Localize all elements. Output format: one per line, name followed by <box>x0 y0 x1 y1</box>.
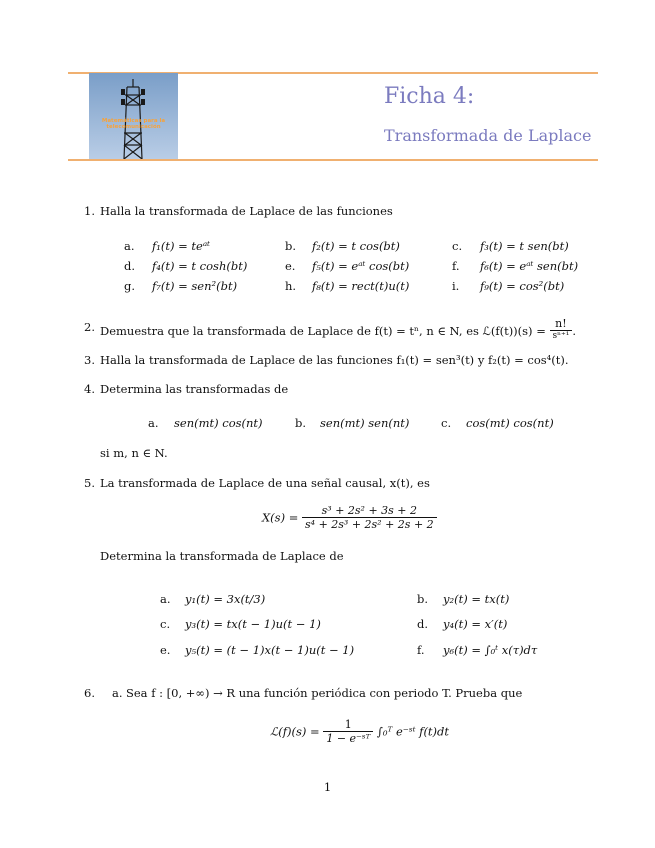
ex6-fraction <box>323 718 373 745</box>
ex1-item-formula: f₈(t) = rect(t)u(t) <box>312 279 410 293</box>
logo-label: Matemáticas para la telecomunicación <box>101 118 166 131</box>
ex6-text: Sea f : [0, +∞) → R una función periódica con periodo T. Prueba que <box>126 686 523 700</box>
ex1-item-formula: f₃(t) = t sen(bt) <box>480 239 569 253</box>
ex1-item-label: d. <box>124 259 136 273</box>
ex5-item-formula: y₁(t) = 3x(t/3) <box>185 592 266 606</box>
ex5-stem: La transformada de Laplace de una señal causal, x(t), es <box>100 476 430 490</box>
ex5-frac-den: s⁴ + 2s³ + 2s² + 2s + 2 <box>305 518 434 531</box>
ex4-number: 4. <box>84 382 95 396</box>
ex5-item-label: b. <box>417 592 429 606</box>
ex2-text <box>100 317 577 344</box>
ex5-stem2: Determina la transformada de Laplace de <box>100 549 344 563</box>
page-number: 1 <box>323 780 332 794</box>
ex1-item-label: c. <box>452 239 463 253</box>
ex1-item-formula: f₂(t) = t cos(bt) <box>312 239 400 253</box>
ex4-stem: Determina las transformadas de <box>100 382 289 396</box>
sheet-title: Ficha 4: <box>384 84 475 109</box>
ex5-item-formula: y₃(t) = tx(t − 1)u(t − 1) <box>185 617 321 631</box>
ex1-item-label: i. <box>452 279 460 293</box>
ex1-item-formula: f₉(t) = cos²(bt) <box>480 279 565 293</box>
ex2-number: 2. <box>84 320 95 334</box>
ex1-item-label: a. <box>124 239 135 253</box>
ex6-lhs: ℒ(f)(s) = <box>270 724 320 739</box>
ex1-stem: Halla la transformada de Laplace de las funciones <box>100 204 393 218</box>
ex1-item-label: h. <box>285 279 297 293</box>
ex4-item-c: cos(mt) cos(nt) <box>466 416 554 430</box>
ex4-tail: si m, n ∈ N. <box>100 446 168 460</box>
ex6-frac-den: 1 − e⁻ˢᵀ <box>326 732 371 745</box>
ex5-item-label: f. <box>417 643 425 657</box>
sheet-subtitle: Transformada de Laplace <box>384 126 592 145</box>
ex4-item-a: sen(mt) cos(nt) <box>174 416 263 430</box>
ex6-rhs: ∫₀ᵀ e⁻ˢᵗ f(t)dt <box>376 724 450 739</box>
ex5-item-formula: y₆(t) = ∫₀ᵗ x(τ)dτ <box>443 643 538 657</box>
ex4-item-b: sen(mt) sen(nt) <box>320 416 410 430</box>
ex5-equation <box>262 504 437 531</box>
ex2-period: . <box>572 324 577 338</box>
ex4-item-c-label: c. <box>441 416 452 430</box>
ex3-number: 3. <box>84 353 95 367</box>
ex5-item-label: a. <box>160 592 171 606</box>
ex5-item-formula: y₅(t) = (t − 1)x(t − 1)u(t − 1) <box>185 643 355 657</box>
ex1-item-label: b. <box>285 239 297 253</box>
ex6-sub-label: a. <box>112 686 123 700</box>
ex1-item-formula: f₅(t) = eᵃᵗ cos(bt) <box>312 259 410 273</box>
ex1-item-formula: f₇(t) = sen²(bt) <box>152 279 238 293</box>
ex5-lhs: X(s) = <box>262 510 299 525</box>
ex5-frac-num: s³ + 2s² + 3s + 2 <box>302 504 437 518</box>
header-bottom-rule <box>68 159 598 161</box>
ex1-item-formula: f₆(t) = eᵃᵗ sen(bt) <box>480 259 579 273</box>
ex2-frac-num: n! <box>550 317 573 331</box>
ex1-item-formula: f₄(t) = t cosh(bt) <box>152 259 248 273</box>
ex6-equation <box>270 718 449 745</box>
ex1-item-formula: f₁(t) = teᵃᵗ <box>152 239 210 253</box>
ex5-item-label: c. <box>160 617 171 631</box>
ex5-item-formula: y₂(t) = tx(t) <box>443 592 510 606</box>
ex3-text: Halla la transformada de Laplace de las funciones f₁(t) = sen³(t) y f₂(t) = cos⁴(t). <box>100 353 569 367</box>
ex5-item-label: e. <box>160 643 171 657</box>
ex1-item-label: e. <box>285 259 296 273</box>
ex5-number: 5. <box>84 476 95 490</box>
ex1-item-label: g. <box>124 279 136 293</box>
ex2-statement: Demuestra que la transformada de Laplace de f(t) = tⁿ, n ∈ N, es ℒ(f(t))(s) = <box>100 324 546 338</box>
ex6-frac-num: 1 <box>323 718 373 732</box>
ex5-fraction <box>302 504 437 531</box>
antenna-logo <box>89 73 178 159</box>
ex5-item-formula: y₄(t) = x′(t) <box>443 617 508 631</box>
ex1-number: 1. <box>84 204 95 218</box>
ex5-item-label: d. <box>417 617 429 631</box>
ex1-item-label: f. <box>452 259 460 273</box>
ex4-item-a-label: a. <box>148 416 159 430</box>
ex4-item-b-label: b. <box>295 416 307 430</box>
ex6-number: 6. <box>84 686 95 700</box>
ex2-fraction <box>550 317 573 341</box>
ex2-frac-den: sⁿ⁺¹ <box>552 331 570 341</box>
